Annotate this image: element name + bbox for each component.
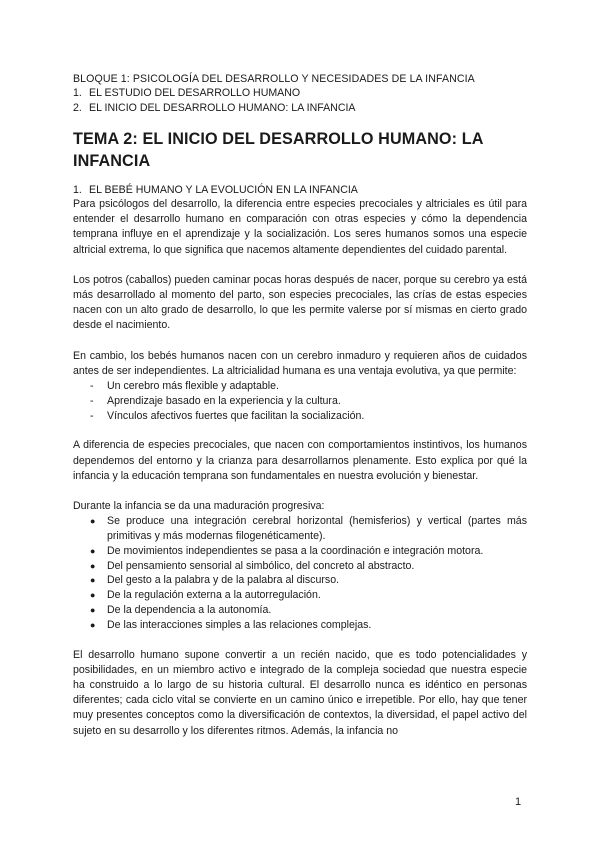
- list-item-text: Se produce una integración cerebral horizontal (hemisferios) y vertical (partes más primitivas y más modernas filogenéticamente).: [107, 515, 527, 543]
- bullet-marker: ●: [90, 545, 96, 556]
- bullet-marker: ●: [90, 590, 96, 601]
- toc-item: [73, 86, 527, 101]
- paragraph-maturation-intro: Durante la infancia se da una maduración progresiva:: [73, 500, 325, 513]
- bullet-marker: ●: [90, 516, 96, 527]
- list-item-text: Vínculos afectivos fuertes que facilitan la socialización.: [107, 409, 365, 422]
- toc-item: [73, 101, 527, 116]
- paragraph-altricial: Para psicólogos del desarrollo, la diferencia entre especies precociales y altriciales es útil para entender el desarrollo humano en comparación con otras especies y cómo la dependencia temprana influye en el aprendizaje y la socialización. Los seres humanos somos una especie altricial extrema, lo que significa que nacemos altamente dependientes del cuidado parental.: [73, 198, 527, 256]
- toc-item-label: EL ESTUDIO DEL DESARROLLO HUMANO: [89, 87, 301, 99]
- list-item: [73, 559, 527, 574]
- block-title: BLOQUE 1: PSICOLOGÍA DEL DESARROLLO Y NECESIDADES DE LA INFANCIA: [73, 73, 475, 85]
- list-item-text: Aprendizaje basado en la experiencia y la cultura.: [107, 394, 341, 407]
- list-item-text: Del pensamiento sensorial al simbólico, del concreto al abstracto.: [107, 559, 415, 572]
- list-item: [73, 394, 527, 409]
- bullet-marker: ●: [90, 560, 96, 571]
- list-item-text: Del gesto a la palabra y de la palabra al discurso.: [107, 574, 340, 587]
- paragraph-development: El desarrollo humano supone convertir a un recién nacido, que es todo potencialidades y posibilidades, en un miembro activo e integrado de la compleja sociedad que nuestra especie ha construido a lo largo de su historia cultural. El desarrollo nunca es idéntico en personas diferentes; cada ciclo vital se convierte en un camino único e irrepetible. Por ello, hay que tener muy presentes conceptos como la diversificación de contextos, la diversidad, el papel activo del sujeto en su desarrollo y los diferentes ritmos. Además, la infancia no: [73, 648, 527, 737]
- list-item: [73, 573, 527, 588]
- section-label: EL BEBÉ HUMANO Y LA EVOLUCIÓN EN LA INFANCIA: [89, 184, 358, 196]
- section-heading: [73, 183, 527, 197]
- toc-item-label: EL INICIO DEL DESARROLLO HUMANO: LA INFANCIA: [89, 101, 356, 114]
- dash-marker: -: [90, 409, 94, 422]
- page-number: 1: [515, 796, 522, 808]
- list-item: [73, 409, 527, 424]
- list-item-text: De las interacciones simples a las relaciones complejas.: [107, 618, 372, 631]
- list-item-text: De la dependencia a la autonomía.: [107, 604, 272, 617]
- paragraph-human-babies: En cambio, los bebés humanos nacen con un cerebro inmaduro y requieren años de cuidados antes de ser independientes. La altricialidad humana es una ventaja evolutiva, ya que permite:: [73, 349, 527, 377]
- list-item: [73, 603, 527, 618]
- bullet-marker: ●: [90, 619, 96, 630]
- bullet-marker: ●: [90, 605, 96, 616]
- list-item: [73, 618, 527, 633]
- topic-title: TEMA 2: EL INICIO DEL DESARROLLO HUMANO: LA INFANCIA: [73, 130, 483, 170]
- toc-item-number: 2.: [73, 101, 82, 114]
- section-number: 1.: [73, 184, 82, 196]
- table-of-contents: [73, 86, 527, 115]
- list-item-text: De movimientos independientes se pasa a la coordinación e integración motora.: [107, 544, 484, 557]
- paragraph-precocial: Los potros (caballos) pueden caminar pocas horas después de nacer, porque su cerebro ya está más desarrollado al momento del parto, son especies precociales, las crías de estas especies nacen con un alto grado de desarrollo, lo que les permite valerse por sí mismas en cierto grado desde el nacimiento.: [73, 273, 527, 332]
- dash-marker: -: [90, 380, 94, 393]
- list-item: [73, 514, 527, 544]
- dash-marker: -: [90, 394, 94, 407]
- advantages-list: [73, 379, 527, 423]
- bullet-marker: ●: [90, 575, 96, 586]
- page-content: [73, 72, 527, 739]
- maturation-list: [73, 514, 527, 632]
- paragraph-environment: A diferencia de especies precociales, que nacen con comportamientos instintivos, los humanos dependemos del entorno y la crianza para desarrollarnos plenamente. Esto explica por qué la infancia y la educación temprana son fundamentales en nuestra evolución y bienestar.: [73, 439, 527, 482]
- list-item: [73, 588, 527, 603]
- list-item-text: De la regulación externa a la autorregulación.: [107, 589, 321, 602]
- list-item: [73, 544, 527, 559]
- toc-item-number: 1.: [73, 87, 82, 99]
- list-item-text: Un cerebro más flexible y adaptable.: [107, 380, 279, 393]
- list-item: [73, 379, 527, 394]
